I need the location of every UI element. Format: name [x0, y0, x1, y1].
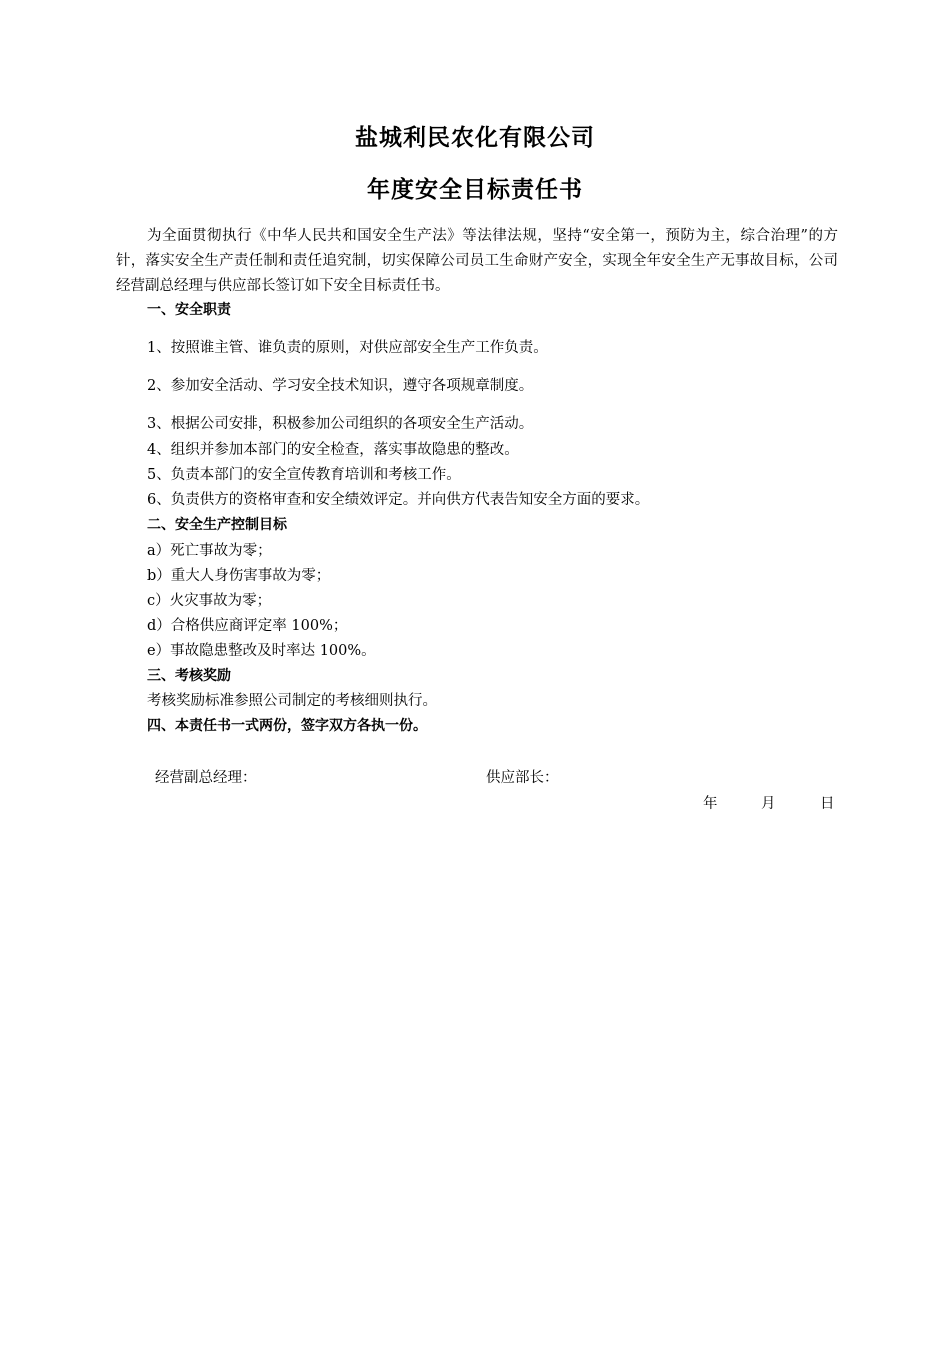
duty-item: 2、参加安全活动、学习安全技术知识，遵守各项规章制度。 [147, 378, 534, 394]
duty-item: 3、根据公司安排，积极参加公司组织的各项安全生产活动。 [147, 416, 534, 432]
target-item: b）重大人身伤害事故为零； [147, 568, 331, 584]
section-heading-targets: 二、安全生产控制目标 [147, 517, 287, 533]
target-item: a）死亡事故为零； [147, 543, 272, 559]
target-item: c）火灾事故为零； [147, 593, 272, 609]
intro-paragraph: 为全面贯彻执行《中华人民共和国安全生产法》等法律法规，坚持“安全第一，预防为主，综合治理”的方针，落实安全生产责任制和责任追究制，切实保障公司员工生命财产安全，实现全年安全生产无事故目标，公司经营副总经理与供应部长签订如下安全目标责任书。 [116, 228, 838, 294]
company-name: 盐城利民农化有限公司 [355, 125, 595, 151]
date-year-label: 年 [703, 796, 718, 812]
section-heading-rewards: 三、考核奖励 [147, 668, 231, 684]
rewards-text: 考核奖励标准参照公司制定的考核细则执行。 [147, 693, 437, 709]
date-month-label: 月 [761, 796, 776, 812]
duty-item: 5、负责本部门的安全宣传教育培训和考核工作。 [147, 467, 461, 483]
target-item: d）合格供应商评定率 100%； [147, 618, 348, 634]
duty-item: 6、负责供方的资格审查和安全绩效评定。并向供方代表告知安全方面的要求。 [147, 492, 650, 508]
duty-item: 4、组织并参加本部门的安全检查，落实事故隐患的整改。 [147, 442, 519, 458]
target-item: e）事故隐患整改及时率达 100%。 [147, 643, 376, 659]
duty-item: 1、按照谁主管、谁负责的原则，对供应部安全生产工作负责。 [147, 340, 548, 356]
document-title: 年度安全目标责任书 [367, 177, 583, 203]
date-day-label: 日 [820, 796, 835, 812]
signature-deputy-gm-label: 经营副总经理： [155, 770, 257, 786]
signature-supply-head-label: 供应部长： [486, 770, 559, 786]
section-heading-duties: 一、安全职责 [147, 302, 231, 318]
section-heading-copies: 四、本责任书一式两份，签字双方各执一份。 [147, 718, 427, 734]
